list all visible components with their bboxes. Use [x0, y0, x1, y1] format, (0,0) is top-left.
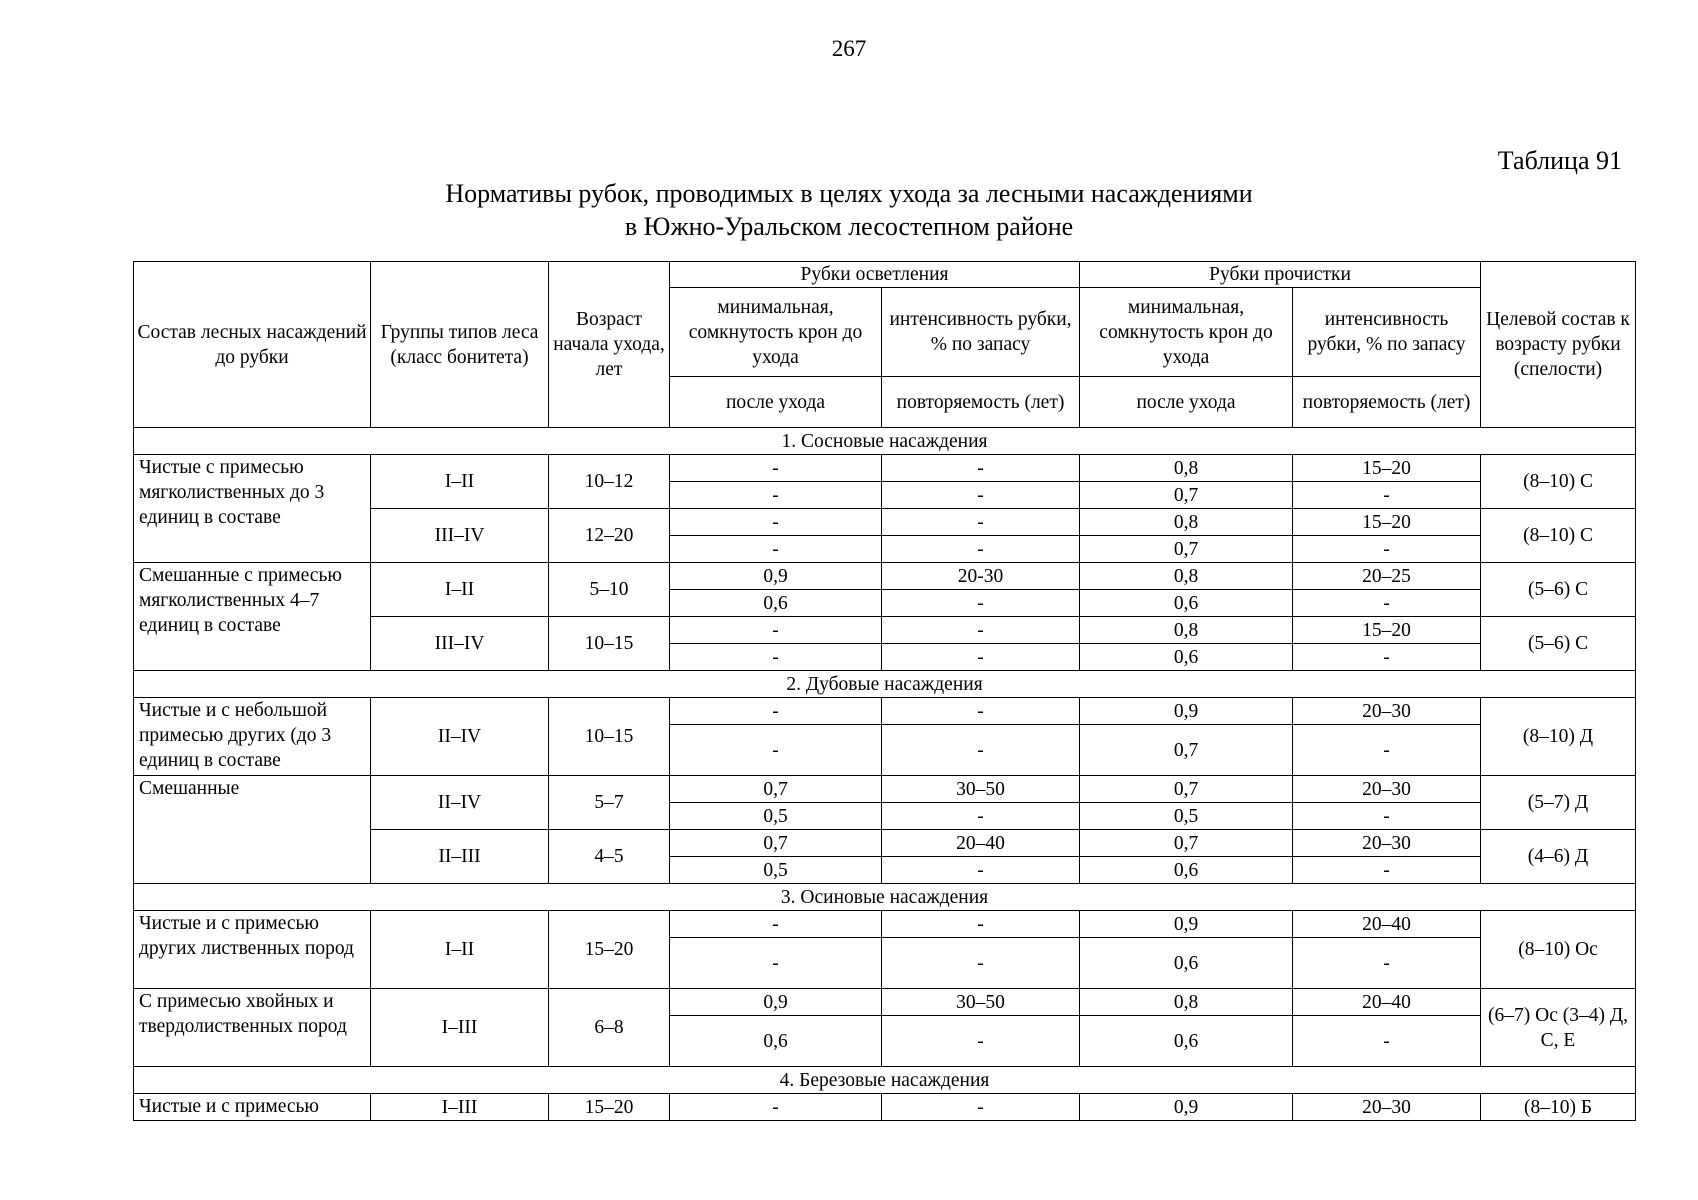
clearing-closure-value: -: [670, 1094, 882, 1121]
cleaning-closure-value: 0,6: [1080, 938, 1293, 989]
clearing-intensity-value: -: [882, 911, 1080, 938]
table-row: [134, 989, 1636, 1016]
start-age-cell: 10–15: [549, 617, 670, 671]
cleaning-closure-value: 0,7: [1080, 776, 1293, 803]
header-clearing-min-closure: минимальная, сомкнутость крон до ухода: [670, 288, 882, 377]
table-row: [134, 455, 1636, 482]
cleaning-closure-value: 0,6: [1080, 857, 1293, 884]
cleaning-closure-value: 0,6: [1080, 644, 1293, 671]
clearing-intensity-value: -: [882, 698, 1080, 725]
start-age-cell: 10–15: [549, 698, 670, 776]
cleaning-intensity-value: 20–40: [1293, 989, 1481, 1016]
table-label: Таблица 91: [1497, 146, 1622, 175]
header-clearing: Рубки осветления: [670, 262, 1080, 288]
cleaning-closure-value: 0,9: [1080, 698, 1293, 725]
cleaning-intensity-value: -: [1293, 536, 1481, 563]
forest-group-cell: III–IV: [371, 509, 549, 563]
clearing-intensity-value: -: [882, 1016, 1080, 1067]
cleaning-intensity-value: 20–30: [1293, 698, 1481, 725]
clearing-intensity-value: -: [882, 536, 1080, 563]
header-target-composition: Целевой состав к возрасту рубки (спелости): [1481, 262, 1636, 428]
forest-group-cell: I–III: [371, 1094, 549, 1121]
table-title-line-1: Нормативы рубок, проводимых в целях ухода за лесными насаждениями: [445, 179, 1253, 208]
cleaning-intensity-value: 20–30: [1293, 776, 1481, 803]
clearing-closure-value: -: [670, 455, 882, 482]
table-title: [0, 177, 1698, 243]
start-age-cell: 15–20: [549, 1094, 670, 1121]
clearing-intensity-value: -: [882, 938, 1080, 989]
cleaning-intensity-value: 20–25: [1293, 563, 1481, 590]
clearing-closure-value: -: [670, 617, 882, 644]
composition-cell: Смешанные с примесью мягколиственных 4–7 единиц в составе: [134, 563, 371, 671]
section-title: 4. Березовые насаждения: [134, 1067, 1636, 1094]
table-title-line-2: в Южно-Уральском лесостепном районе: [624, 212, 1074, 241]
section-row: [134, 884, 1636, 911]
cleaning-intensity-value: 20–30: [1293, 830, 1481, 857]
header-clearing-intensity: интенсивность рубки, % по запасу: [882, 288, 1080, 377]
cleaning-closure-value: 0,7: [1080, 536, 1293, 563]
header-cleaning-repeat: повторяемость (лет): [1293, 377, 1481, 428]
target-composition-cell: (5–6) С: [1481, 617, 1636, 671]
clearing-intensity-value: -: [882, 857, 1080, 884]
header-forest-groups: Группы типов леса (класс бонитета): [371, 262, 549, 428]
forest-group-cell: II–IV: [371, 698, 549, 776]
page-number: 267: [831, 36, 867, 61]
forest-group-cell: II–III: [371, 830, 549, 884]
target-composition-cell: (8–10) С: [1481, 509, 1636, 563]
forest-group-cell: I–II: [371, 563, 549, 617]
clearing-closure-value: -: [670, 509, 882, 536]
composition-cell: Смешанные: [134, 776, 371, 884]
start-age-cell: 5–7: [549, 776, 670, 830]
clearing-closure-value: -: [670, 911, 882, 938]
clearing-closure-value: 0,5: [670, 803, 882, 830]
cleaning-closure-value: 0,8: [1080, 509, 1293, 536]
composition-cell: С примесью хвойных и твердолиственных пород: [134, 989, 371, 1067]
cleaning-intensity-value: -: [1293, 590, 1481, 617]
header-clearing-repeat: повторяемость (лет): [882, 377, 1080, 428]
composition-cell: Чистые и с примесью других лиственных пород: [134, 911, 371, 989]
cleaning-closure-value: 0,7: [1080, 482, 1293, 509]
target-composition-cell: (6–7) Ос (3–4) Д, С, Е: [1481, 989, 1636, 1067]
clearing-intensity-value: -: [882, 455, 1080, 482]
target-composition-cell: (5–7) Д: [1481, 776, 1636, 830]
cleaning-closure-value: 0,5: [1080, 803, 1293, 830]
header-start-age: Возраст начала ухода, лет: [549, 262, 670, 428]
norms-table: [133, 261, 1636, 1121]
clearing-closure-value: -: [670, 725, 882, 776]
forest-group-cell: I–III: [371, 989, 549, 1067]
forest-group-cell: I–II: [371, 911, 549, 989]
target-composition-cell: (8–10) Б: [1481, 1094, 1636, 1121]
cleaning-intensity-value: 15–20: [1293, 509, 1481, 536]
section-row: [134, 428, 1636, 455]
table-row: [134, 911, 1636, 938]
header-row-1: [134, 262, 1636, 288]
clearing-closure-value: -: [670, 644, 882, 671]
clearing-closure-value: -: [670, 938, 882, 989]
clearing-intensity-value: -: [882, 803, 1080, 830]
cleaning-intensity-value: -: [1293, 938, 1481, 989]
clearing-intensity-value: 30–50: [882, 776, 1080, 803]
forest-group-cell: II–IV: [371, 776, 549, 830]
forest-group-cell: III–IV: [371, 617, 549, 671]
cleaning-closure-value: 0,6: [1080, 590, 1293, 617]
composition-cell: Чистые и с примесью: [134, 1094, 371, 1121]
header-cleaning-min-closure: минимальная, сомкнутость крон до ухода: [1080, 288, 1293, 377]
clearing-closure-value: -: [670, 698, 882, 725]
clearing-closure-value: 0,6: [670, 1016, 882, 1067]
clearing-intensity-value: -: [882, 644, 1080, 671]
composition-cell: Чистые с примесью мягколиственных до 3 единиц в составе: [134, 455, 371, 563]
forest-group-cell: I–II: [371, 455, 549, 509]
start-age-cell: 10–12: [549, 455, 670, 509]
clearing-intensity-value: -: [882, 509, 1080, 536]
target-composition-cell: (8–10) Д: [1481, 698, 1636, 776]
section-title: 3. Осиновые насаждения: [134, 884, 1636, 911]
cleaning-closure-value: 0,8: [1080, 989, 1293, 1016]
table-body: [134, 262, 1636, 1121]
clearing-intensity-value: 20-30: [882, 563, 1080, 590]
cleaning-intensity-value: -: [1293, 1016, 1481, 1067]
table-row: [134, 776, 1636, 803]
header-cleaning-intensity: интенсивность рубки, % по запасу: [1293, 288, 1481, 377]
clearing-intensity-value: -: [882, 617, 1080, 644]
clearing-closure-value: 0,5: [670, 857, 882, 884]
cleaning-closure-value: 0,7: [1080, 725, 1293, 776]
clearing-closure-value: 0,7: [670, 776, 882, 803]
clearing-intensity-value: -: [882, 482, 1080, 509]
target-composition-cell: (8–10) Ос: [1481, 911, 1636, 989]
cleaning-closure-value: 0,7: [1080, 830, 1293, 857]
clearing-closure-value: 0,9: [670, 563, 882, 590]
clearing-closure-value: 0,9: [670, 989, 882, 1016]
start-age-cell: 5–10: [549, 563, 670, 617]
cleaning-closure-value: 0,9: [1080, 911, 1293, 938]
target-composition-cell: (5–6) С: [1481, 563, 1636, 617]
cleaning-intensity-value: 15–20: [1293, 617, 1481, 644]
section-title: 2. Дубовые насаждения: [134, 671, 1636, 698]
cleaning-closure-value: 0,8: [1080, 455, 1293, 482]
cleaning-intensity-value: -: [1293, 725, 1481, 776]
cleaning-closure-value: 0,6: [1080, 1016, 1293, 1067]
header-cleaning: Рубки прочистки: [1080, 262, 1481, 288]
clearing-intensity-value: -: [882, 725, 1080, 776]
cleaning-intensity-value: 20–40: [1293, 911, 1481, 938]
section-row: [134, 1067, 1636, 1094]
header-clearing-after-care: после ухода: [670, 377, 882, 428]
cleaning-closure-value: 0,9: [1080, 1094, 1293, 1121]
clearing-closure-value: -: [670, 536, 882, 563]
target-composition-cell: (4–6) Д: [1481, 830, 1636, 884]
section-title: 1. Сосновые насаждения: [134, 428, 1636, 455]
start-age-cell: 4–5: [549, 830, 670, 884]
clearing-closure-value: 0,6: [670, 590, 882, 617]
clearing-closure-value: 0,7: [670, 830, 882, 857]
start-age-cell: 15–20: [549, 911, 670, 989]
cleaning-intensity-value: -: [1293, 803, 1481, 830]
cleaning-closure-value: 0,8: [1080, 617, 1293, 644]
clearing-intensity-value: -: [882, 1094, 1080, 1121]
composition-cell: Чистые и с небольшой примесью других (до 3 единиц в составе: [134, 698, 371, 776]
table-row: [134, 1094, 1636, 1121]
table-row: [134, 563, 1636, 590]
clearing-closure-value: -: [670, 482, 882, 509]
table-row: [134, 698, 1636, 725]
target-composition-cell: (8–10) С: [1481, 455, 1636, 509]
start-age-cell: 12–20: [549, 509, 670, 563]
section-row: [134, 671, 1636, 698]
cleaning-intensity-value: -: [1293, 482, 1481, 509]
header-cleaning-after-care: после ухода: [1080, 377, 1293, 428]
clearing-intensity-value: -: [882, 590, 1080, 617]
cleaning-closure-value: 0,8: [1080, 563, 1293, 590]
clearing-intensity-value: 20–40: [882, 830, 1080, 857]
start-age-cell: 6–8: [549, 989, 670, 1067]
clearing-intensity-value: 30–50: [882, 989, 1080, 1016]
cleaning-intensity-value: 20–30: [1293, 1094, 1481, 1121]
cleaning-intensity-value: 15–20: [1293, 455, 1481, 482]
cleaning-intensity-value: -: [1293, 857, 1481, 884]
cleaning-intensity-value: -: [1293, 644, 1481, 671]
header-composition: Состав лесных насаждений до рубки: [134, 262, 371, 428]
